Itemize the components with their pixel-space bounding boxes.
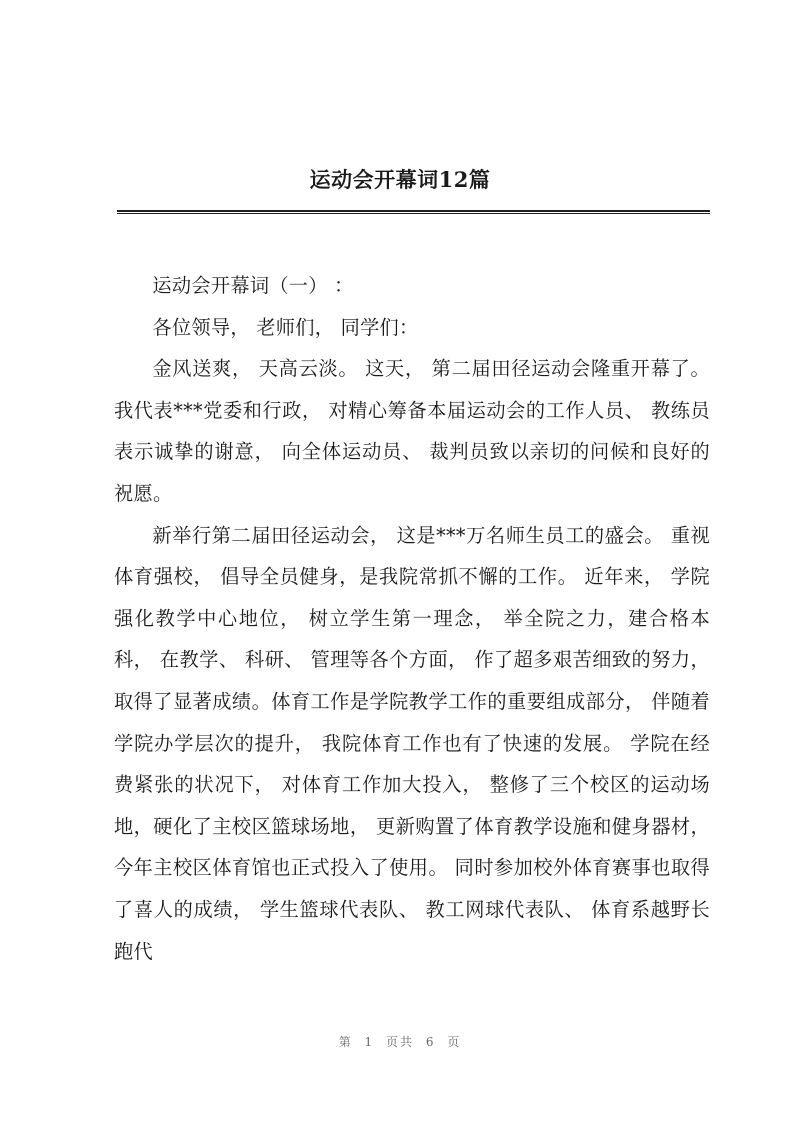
page-footer: 第 1 页共 6 页 [338, 1035, 462, 1049]
paragraph-heading: 运动会开幕词（一） ： [152, 274, 354, 297]
document-body [114, 265, 710, 972]
paragraph-salutation: 各位领导， 老师们， 同学们： [152, 315, 419, 339]
title-divider [117, 210, 710, 214]
paragraph: 金风送爽， 天高云淡。 这天， 第二届田径运动会隆重开幕了。 我代表***党委和行政， 对精心筹备本届运动会的工作人员、 教练员表示诚挚的谢意， 向全体运动员、 裁判员致以亲切的问候和良好的祝愿。 [114, 357, 710, 505]
paragraph: 新举行第二届田径运动会， 这是***万名师生员工的盛会。 重视体育强校， 倡导全员健身，是我院常抓不懈的工作。 近年来， 学院强化教学中心地位， 树立学生第一理念， 举全院之力，建合格本科， 在教学、 科研、 管理等各个方面， 作了超多艰苦细致的努力， 取得了显著成绩。体育工作是学院教学工作的重要组成部分， 伴随着学院办学层次的提升， 我院体育工作也有了快速的发展。 学院在经费紧张的状况下， 对体育工作加大投入， 整修了三个校区的运动场地，硬化了主校区篮球场地， 更新购置了体育教学设施和健身器材， 今年主校区体育馆也正式投入了使用。 同时参加校外体育赛事也取得了喜人的成绩， 学生篮球代表队、 教工网球代表队、 体育系越野长跑代 [114, 523, 710, 963]
document-title: 运动会开幕词12篇 [309, 167, 491, 192]
